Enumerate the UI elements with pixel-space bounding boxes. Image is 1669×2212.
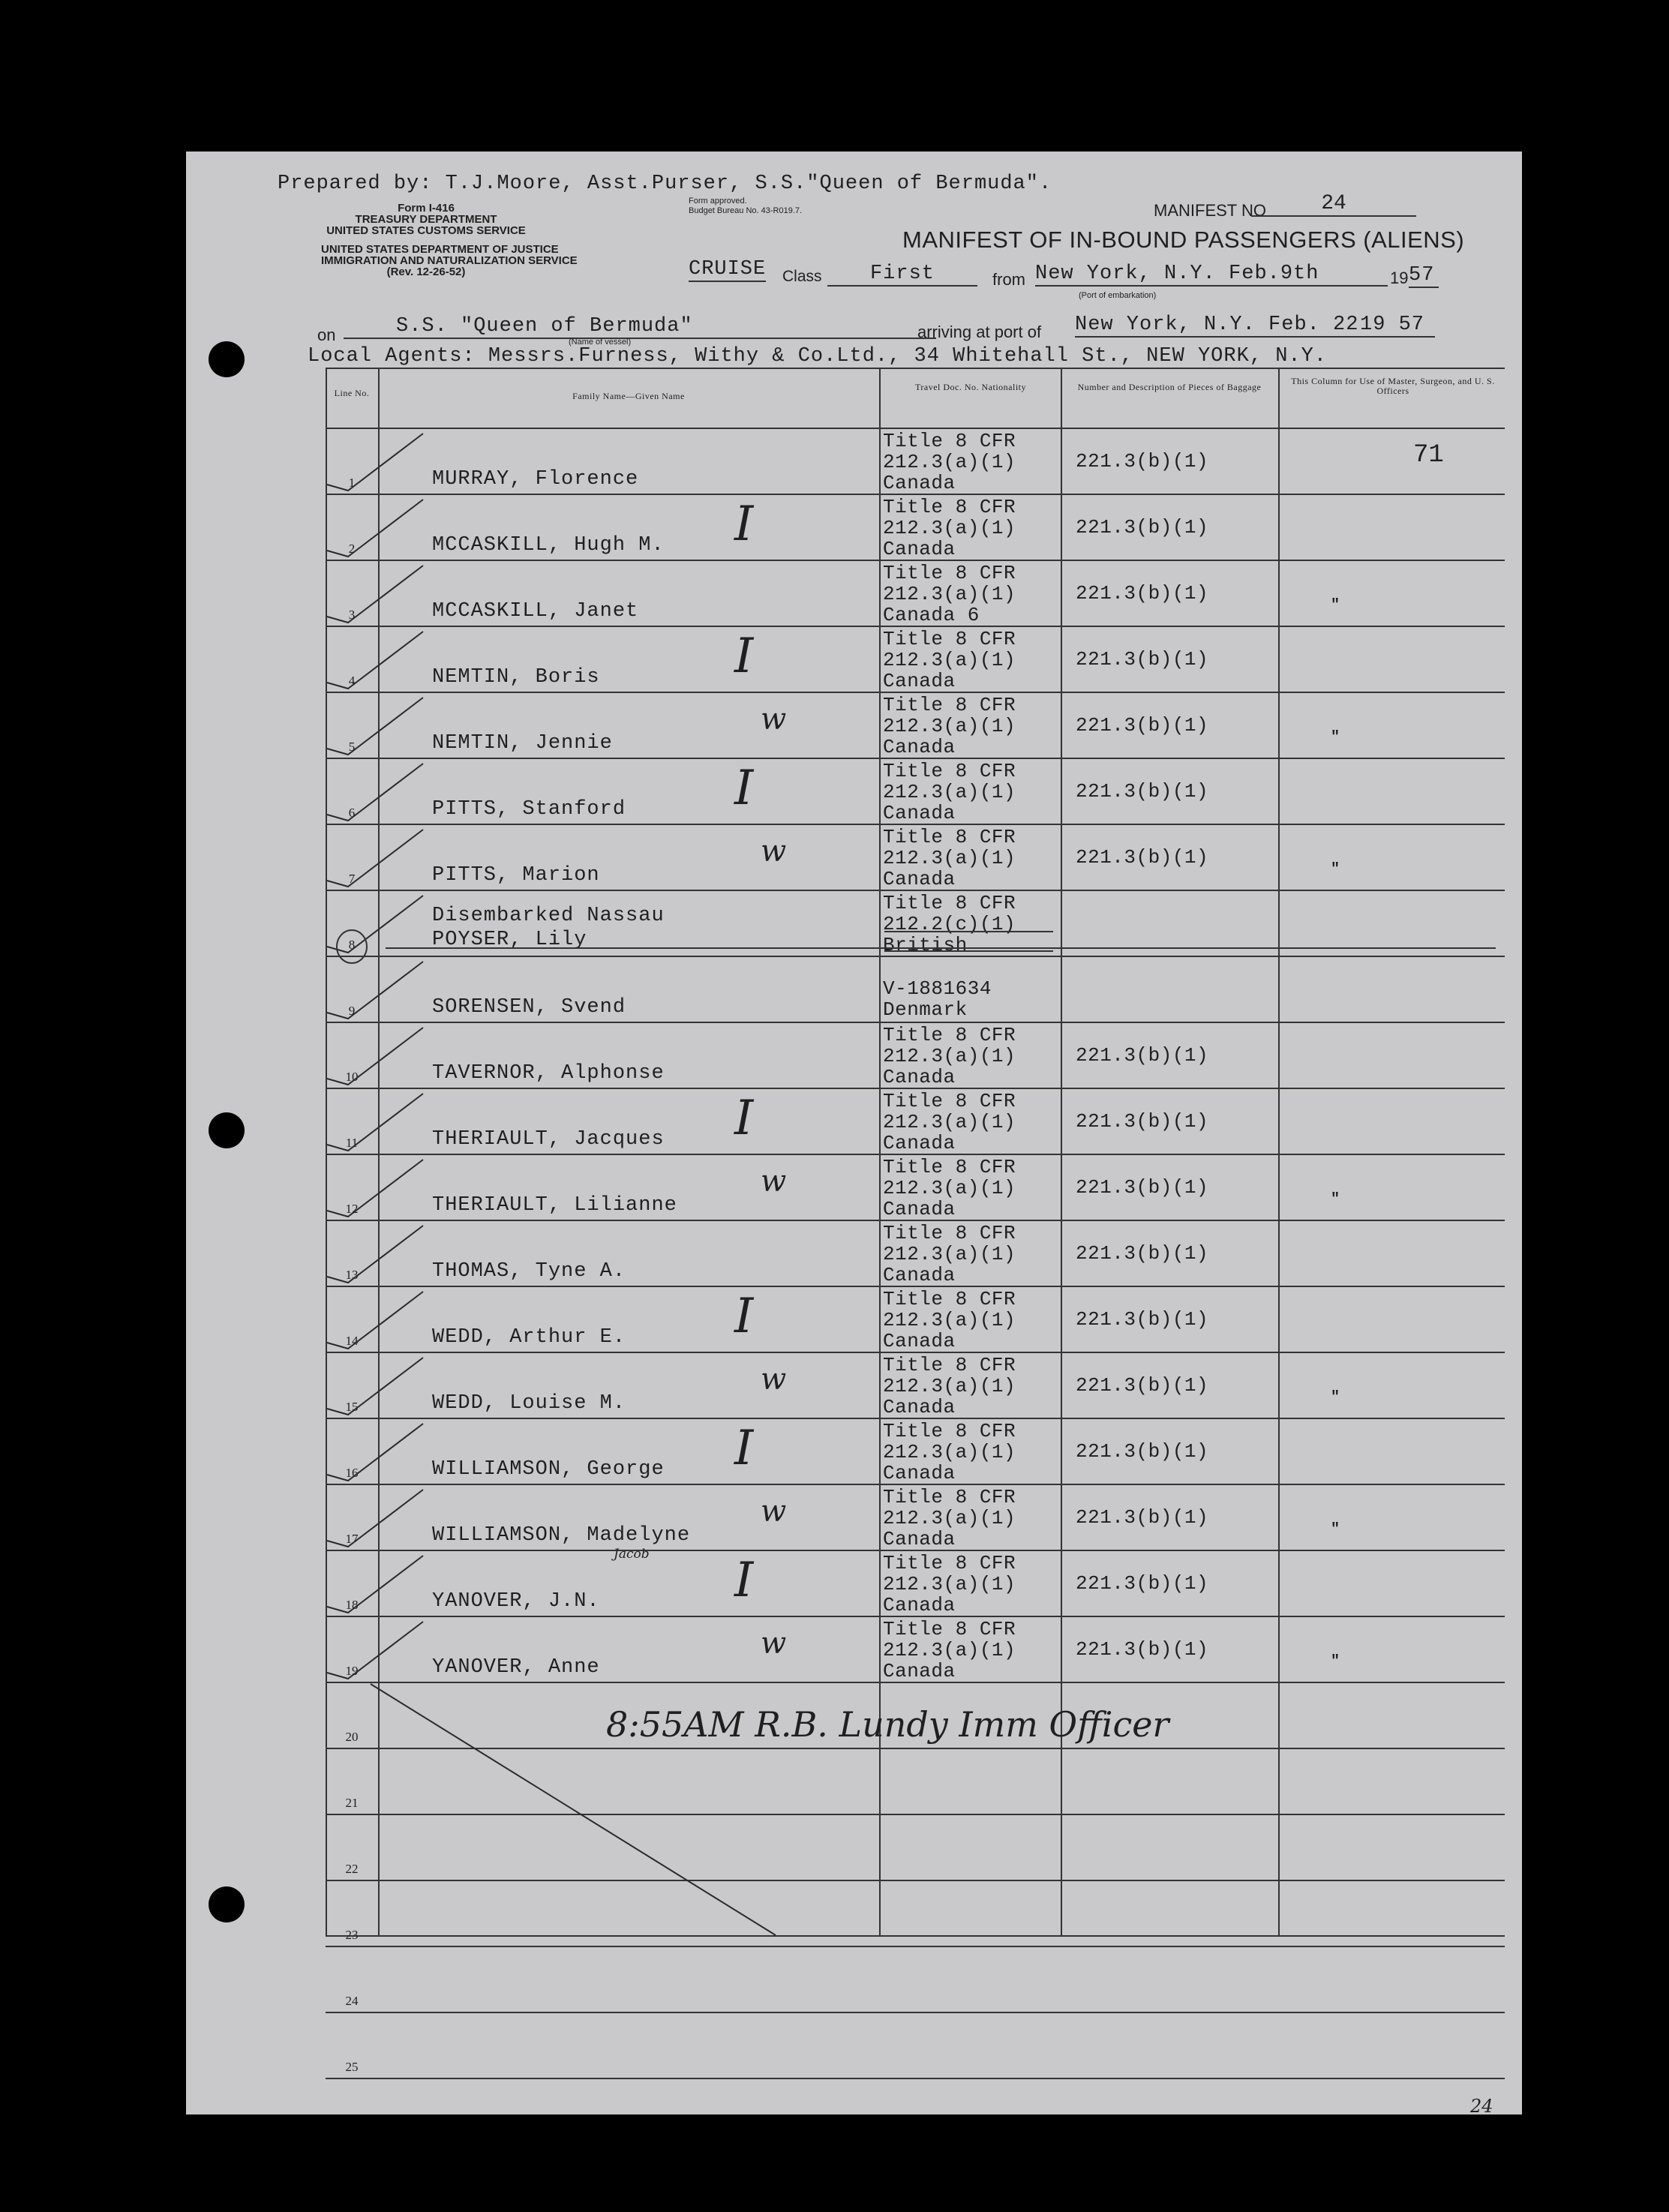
- officer-mark: ": [1331, 597, 1340, 614]
- passenger-name: MCCASKILL, Janet: [432, 600, 639, 623]
- binder-hole-top: [209, 341, 245, 377]
- passenger-name: WEDD, Arthur E.: [432, 1326, 626, 1349]
- travel-document-line: Title 8 CFR: [883, 1354, 1016, 1376]
- inspection-mark: w: [761, 1494, 787, 1529]
- travel-document-line: Canada: [883, 1660, 956, 1682]
- passenger-name: POYSER, Lily: [432, 929, 587, 951]
- passenger-name: THERIAULT, Lilianne: [432, 1194, 677, 1217]
- circled-line-8: [337, 930, 367, 963]
- inspection-mark: I: [734, 1553, 754, 1608]
- port-caption: (Port of embarkation): [1079, 291, 1157, 300]
- year-prefix: 19: [1390, 269, 1409, 287]
- baggage-ref: 221.3(b)(1): [1076, 846, 1209, 869]
- prepared-by: Prepared by: T.J.Moore, Asst.Purser, S.S."Queen of Bermuda".: [278, 173, 1052, 195]
- travel-document-line: Canada: [883, 1198, 956, 1220]
- disembark-note: Disembarked Nassau: [432, 905, 665, 927]
- check-mark: [327, 1292, 423, 1349]
- travel-document-line: 212.3(a)(1): [883, 847, 1016, 869]
- table-row: [326, 1946, 1505, 2013]
- travel-document-line: Canada: [883, 472, 956, 494]
- baggage-ref: 221.3(b)(1): [1076, 450, 1209, 473]
- manifest-page: [186, 152, 1522, 2117]
- header-doc: Travel Doc. No. Nationality: [914, 382, 1027, 392]
- cruise-label: CRUISE: [689, 258, 767, 281]
- passenger-name: THERIAULT, Jacques: [432, 1128, 665, 1151]
- form-line: UNITED STATES CUSTOMS SERVICE: [326, 224, 526, 237]
- inspection-mark: w: [761, 1626, 787, 1661]
- baggage-ref: 221.3(b)(1): [1076, 780, 1209, 803]
- travel-document-line: 212.3(a)(1): [883, 1111, 1016, 1133]
- travel-document-line: Title 8 CFR: [883, 1222, 1016, 1244]
- travel-document-line: Title 8 CFR: [883, 1288, 1016, 1310]
- passenger-name: YANOVER, Anne: [432, 1656, 600, 1679]
- passenger-table: [326, 368, 1505, 2074]
- officer-mark: ": [1331, 1191, 1340, 1208]
- line-number: 17: [345, 1532, 359, 1546]
- arrival-year: 19 57: [1360, 314, 1435, 338]
- line-number: 1: [348, 476, 356, 490]
- check-mark: [327, 1160, 423, 1217]
- arriving-label: arriving at port of: [917, 323, 1042, 341]
- baggage-ref: 221.3(b)(1): [1076, 714, 1209, 737]
- inspection-mark: I: [734, 1421, 754, 1476]
- passenger-name: WILLIAMSON, George: [432, 1458, 665, 1481]
- travel-document-line: Title 8 CFR: [883, 496, 1016, 518]
- travel-document-line: Canada: [883, 1330, 956, 1352]
- baggage-ref: 221.3(b)(1): [1076, 648, 1209, 671]
- line-number: 12: [345, 1202, 359, 1216]
- travel-document-line: Canada: [883, 670, 956, 692]
- check-mark: [327, 830, 423, 887]
- line-number: 7: [348, 872, 356, 886]
- inspection-mark: I: [734, 629, 754, 684]
- baggage-ref: 221.3(b)(1): [1076, 1110, 1209, 1133]
- passenger-name: MCCASKILL, Hugh M.: [432, 534, 665, 557]
- travel-document-line: Denmark: [883, 998, 968, 1021]
- travel-document-line: 212.3(a)(1): [883, 451, 1016, 473]
- line-number: 14: [345, 1334, 359, 1348]
- travel-document-line: 212.2(c)(1): [883, 913, 1016, 935]
- travel-document-line: Canada: [883, 736, 956, 758]
- baggage-ref: 221.3(b)(1): [1076, 1506, 1209, 1529]
- handwritten-marks: [326, 368, 1505, 1937]
- line-number: 20: [345, 1730, 359, 1744]
- manifest-label: MANIFEST NO: [1154, 201, 1266, 220]
- passenger-name: WILLIAMSON, Madelyne: [432, 1524, 691, 1547]
- inspection-mark: w: [761, 1362, 787, 1397]
- check-mark: [327, 1490, 423, 1547]
- travel-document-line: 212.3(a)(1): [883, 649, 1016, 671]
- travel-document-line: Canada: [883, 868, 956, 890]
- binder-hole-bottom: [209, 1886, 245, 1922]
- line-number: 21: [345, 1796, 359, 1810]
- travel-document-line: Canada: [883, 1066, 956, 1088]
- travel-document-line: Title 8 CFR: [883, 826, 1016, 848]
- baggage-ref: 221.3(b)(1): [1076, 1308, 1209, 1331]
- line-number: 5: [348, 740, 356, 754]
- passenger-name: YANOVER, J.N.: [432, 1590, 600, 1613]
- travel-document-line: Title 8 CFR: [883, 1156, 1016, 1178]
- from-value: New York, N.Y. Feb.9th: [1035, 263, 1388, 287]
- officer-mark: ": [1331, 1389, 1340, 1406]
- line-number: 9: [348, 1004, 356, 1018]
- line-number: 16: [345, 1466, 359, 1480]
- check-mark: [327, 566, 423, 623]
- passenger-name: TAVERNOR, Alphonse: [432, 1062, 665, 1085]
- travel-document-line: Canada 6: [883, 604, 980, 626]
- check-mark: [327, 434, 423, 491]
- local-agents: Local Agents: Messrs.Furness, Withy & Co.Ltd., 34 Whitehall St., NEW YORK, N.Y.: [308, 345, 1328, 368]
- vessel-caption: (Name of vessel): [569, 338, 632, 347]
- travel-document-line: Title 8 CFR: [883, 1552, 1016, 1574]
- year-value: 57: [1409, 264, 1439, 288]
- inspection-mark: w: [761, 834, 787, 869]
- line-number: 25: [345, 2060, 359, 2074]
- officer-mark: ": [1331, 1653, 1340, 1670]
- travel-document-line: Title 8 CFR: [883, 1420, 1016, 1442]
- budget-note: [689, 197, 802, 216]
- passenger-name: WEDD, Louise M.: [432, 1392, 626, 1415]
- class-label: Class: [782, 268, 822, 285]
- officer-mark: 71: [1413, 441, 1444, 470]
- travel-document-line: Title 8 CFR: [883, 760, 1016, 782]
- line-number: 13: [345, 1268, 359, 1282]
- travel-document-line: Title 8 CFR: [883, 628, 1016, 650]
- line-number: 22: [345, 1862, 359, 1876]
- binder-hole-middle: [209, 1112, 245, 1148]
- check-mark: [327, 962, 423, 1019]
- travel-document-line: Title 8 CFR: [883, 562, 1016, 584]
- travel-document-line: 212.3(a)(1): [883, 1639, 1016, 1661]
- form-block: [321, 202, 578, 278]
- margin-check-marks: [327, 434, 423, 1679]
- passenger-name: NEMTIN, Jennie: [432, 732, 613, 755]
- baggage-ref: 221.3(b)(1): [1076, 1242, 1209, 1265]
- check-mark: [327, 1358, 423, 1415]
- officer-signature: 8:55AM R.B. Lundy Imm Officer: [606, 1704, 1169, 1745]
- officer-mark: ": [1331, 861, 1340, 878]
- line-number: 3: [348, 608, 356, 622]
- travel-document-line: 212.3(a)(1): [883, 583, 1016, 605]
- strike-through: [386, 932, 1496, 951]
- travel-document-line: Canada: [883, 538, 956, 560]
- line-number: 4: [348, 674, 356, 688]
- travel-document-line: Canada: [883, 1594, 956, 1616]
- line-number: 2: [348, 542, 356, 556]
- check-mark: [327, 1094, 423, 1151]
- form-line: (Rev. 12-26-52): [386, 266, 466, 278]
- budget-line: Form approved.: [689, 197, 747, 206]
- travel-document-line: 212.3(a)(1): [883, 517, 1016, 539]
- class-value: First: [827, 263, 977, 287]
- travel-document-line: Title 8 CFR: [883, 1486, 1016, 1508]
- baggage-ref: 221.3(b)(1): [1076, 1638, 1209, 1661]
- inspection-mark: w: [761, 702, 787, 737]
- check-mark: [327, 1556, 423, 1613]
- check-mark: [327, 764, 423, 821]
- inspection-mark: I: [734, 1289, 754, 1344]
- baggage-ref: 221.3(b)(1): [1076, 1374, 1209, 1397]
- travel-document-line: Title 8 CFR: [883, 430, 1016, 452]
- travel-document-line: Canada: [883, 1462, 956, 1484]
- arriving-value: New York, N.Y. Feb. 22: [1075, 314, 1359, 336]
- passenger-name: SORENSEN, Svend: [432, 996, 626, 1019]
- travel-document-line: Canada: [883, 1396, 956, 1418]
- line-number: 18: [345, 1598, 359, 1612]
- travel-document-line: 212.3(a)(1): [883, 1309, 1016, 1331]
- travel-document-line: Title 8 CFR: [883, 694, 1016, 716]
- line-number: 10: [345, 1070, 359, 1084]
- header-name: Family Name—Given Name: [572, 391, 685, 401]
- travel-document-line: Title 8 CFR: [883, 1618, 1016, 1640]
- handwritten-jacob: Jacob: [614, 1547, 650, 1562]
- travel-document-line: 212.3(a)(1): [883, 1507, 1016, 1529]
- line-number: 6: [348, 806, 356, 820]
- form-line: UNITED STATES DEPARTMENT OF JUSTICE: [321, 243, 559, 256]
- check-mark: [327, 1424, 423, 1481]
- travel-document-line: 212.3(a)(1): [883, 1573, 1016, 1595]
- vessel-name: S.S. "Queen of Bermuda": [344, 315, 936, 339]
- travel-document-line: 212.3(a)(1): [883, 1177, 1016, 1199]
- header-officers: This Column for Use of Master, Surgeon, and U. S. Officers: [1291, 376, 1495, 396]
- travel-document-line: Canada: [883, 1264, 956, 1286]
- check-mark: [327, 698, 423, 755]
- officer-mark: ": [1331, 1521, 1340, 1538]
- travel-document-line: 212.3(a)(1): [883, 1441, 1016, 1463]
- table-row: [326, 2012, 1505, 2079]
- manifest-number: 24: [1251, 192, 1416, 217]
- corner-page-number: 24: [1470, 2096, 1493, 2117]
- travel-document-line: Canada: [883, 802, 956, 824]
- inspection-mark: I: [734, 761, 754, 816]
- line-number: 11: [345, 1136, 359, 1150]
- passenger-name: PITTS, Marion: [432, 864, 600, 887]
- form-line: IMMIGRATION AND NATURALIZATION SERVICE: [321, 254, 578, 267]
- inspection-mark: I: [734, 1091, 754, 1146]
- inspection-mark: w: [761, 1164, 787, 1199]
- on-label: on: [317, 326, 336, 344]
- line-number: 15: [345, 1400, 359, 1414]
- travel-document-line: Title 8 CFR: [883, 1024, 1016, 1046]
- baggage-ref: 221.3(b)(1): [1076, 582, 1209, 605]
- passenger-name: THOMAS, Tyne A.: [432, 1260, 626, 1283]
- travel-document-line: British: [883, 934, 968, 956]
- line-number: 24: [345, 1994, 359, 2008]
- travel-document-line: 212.3(a)(1): [883, 715, 1016, 737]
- line-number: 23: [345, 1928, 359, 1942]
- baggage-ref: 221.3(b)(1): [1076, 516, 1209, 539]
- travel-document-line: 212.3(a)(1): [883, 1375, 1016, 1397]
- check-mark: [327, 1028, 423, 1085]
- budget-line: Budget Bureau No. 43-R019.7.: [689, 206, 803, 215]
- line-number: 19: [345, 1664, 359, 1678]
- travel-document-line: Title 8 CFR: [883, 1090, 1016, 1112]
- baggage-ref: 221.3(b)(1): [1076, 1572, 1209, 1595]
- check-mark: [327, 500, 423, 557]
- passenger-name: NEMTIN, Boris: [432, 666, 600, 689]
- baggage-ref: 221.3(b)(1): [1076, 1176, 1209, 1199]
- baggage-ref: 221.3(b)(1): [1076, 1440, 1209, 1463]
- officer-mark: ": [1331, 729, 1340, 746]
- check-mark: [327, 1226, 423, 1283]
- travel-document-line: 212.3(a)(1): [883, 1243, 1016, 1265]
- header-baggage: Number and Description of Pieces of Baggage: [1077, 382, 1262, 392]
- form-line: TREASURY DEPARTMENT: [355, 213, 497, 226]
- baggage-ref: 221.3(b)(1): [1076, 1044, 1209, 1067]
- form-line: Form I-416: [398, 202, 455, 215]
- line-number: 8: [348, 938, 356, 952]
- from-label: from: [992, 270, 1025, 289]
- travel-document-line: Title 8 CFR: [883, 892, 1016, 914]
- manifest-title: MANIFEST OF IN-BOUND PASSENGERS (ALIENS): [902, 227, 1465, 253]
- travel-document-line: 212.3(a)(1): [883, 1045, 1016, 1067]
- header-line-no: Line No.: [334, 388, 370, 398]
- travel-document-line: Canada: [883, 1528, 956, 1550]
- travel-document-line: 212.3(a)(1): [883, 781, 1016, 803]
- passenger-name: PITTS, Stanford: [432, 798, 626, 821]
- check-mark: [327, 632, 423, 689]
- inspection-mark: I: [734, 497, 754, 552]
- travel-document-line: Canada: [883, 1132, 956, 1154]
- passenger-name: MURRAY, Florence: [432, 468, 639, 491]
- check-mark: [327, 1622, 423, 1679]
- check-mark: [327, 896, 423, 953]
- travel-document-line: V-1881634: [883, 977, 992, 1000]
